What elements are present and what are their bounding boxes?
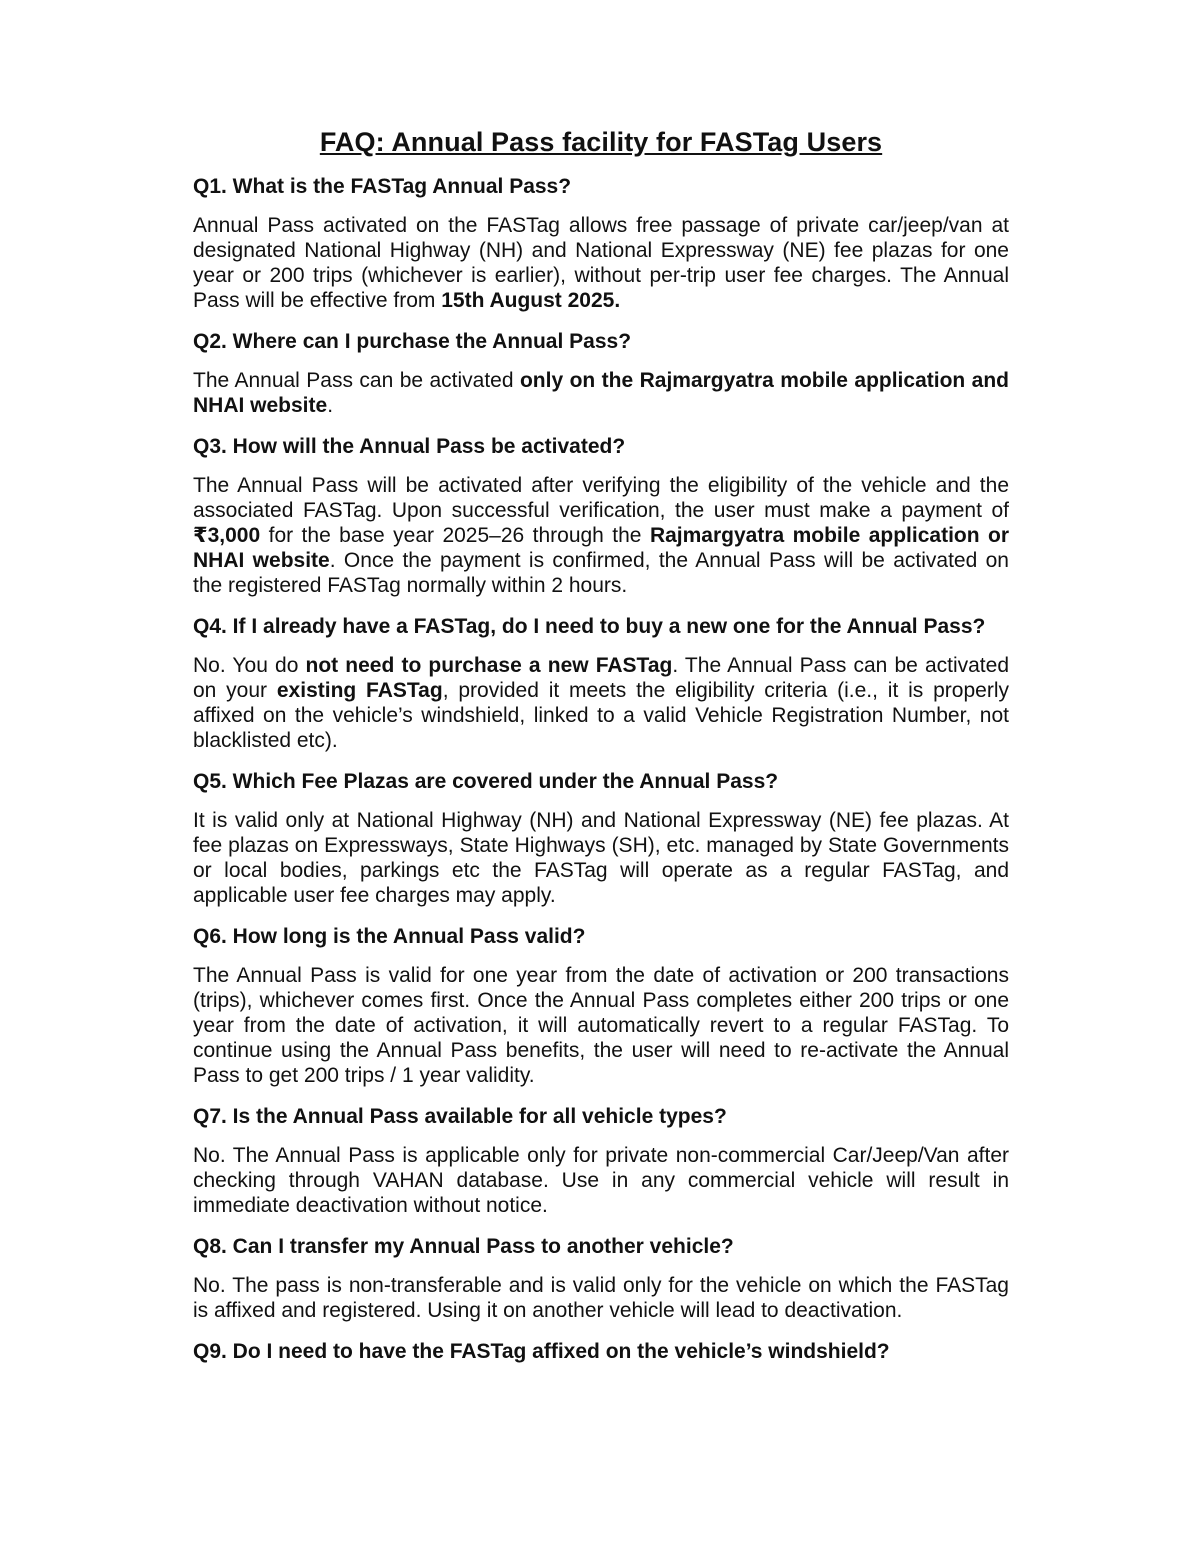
faq-answer	[193, 963, 1009, 1088]
answer-emphasis: only on the Rajmargyatra mobile application and NHAI website	[193, 369, 1009, 417]
faq-answer	[193, 808, 1009, 908]
answer-text: . The Annual Pass can be activated on your	[193, 654, 1009, 702]
answer-text: Annual Pass activated on the FASTag allows free passage of private car/jeep/van at designated National Highway (NH) and National Expressway (NE) fee plazas for one year or 200 trips (whichever is earlier), without per-trip user fee charges. The Annual Pass will be effective from	[193, 214, 1009, 312]
faq-question: Q8. Can I transfer my Annual Pass to another vehicle?	[193, 1235, 734, 1258]
answer-text: The Annual Pass will be activated after verifying the eligibility of the vehicle and the associated FASTag. Upon successful verification, the user must make a payment of	[193, 474, 1009, 522]
answer-emphasis: ₹3,000	[193, 524, 261, 547]
faq-answer	[193, 213, 1009, 313]
faq-list	[193, 174, 1009, 1364]
answer-text: No. You do	[193, 654, 306, 677]
faq-question: Q9. Do I need to have the FASTag affixed on the vehicle’s windshield?	[193, 1340, 890, 1363]
answer-text: .	[327, 394, 334, 417]
answer-text: No. The pass is non-transferable and is valid only for the vehicle on which the FASTag is affixed and registered. Using it on another vehicle will lead to deactivation.	[193, 1274, 1009, 1322]
answer-text: The Annual Pass is valid for one year from the date of activation or 200 transactions (trips), whichever comes first. Once the Annual Pass completes either 200 trips or one year from the date of activation, it will automatically revert to a regular FASTag. To continue using the Annual Pass benefits, the user will need to re-activate the Annual Pass to get 200 trips / 1 year validity.	[193, 964, 1009, 1087]
faq-question: Q6. How long is the Annual Pass valid?	[193, 925, 586, 948]
answer-text: The Annual Pass can be activated	[193, 369, 520, 392]
answer-emphasis: not need to purchase a new FASTag	[305, 654, 673, 677]
page-title: FAQ: Annual Pass facility for FASTag Users	[319, 127, 883, 157]
answer-emphasis: Rajmargyatra mobile application or NHAI website	[193, 524, 1010, 572]
answer-text: No. The Annual Pass is applicable only for private non-commercial Car/Jeep/Van after checking through VAHAN database. Use in any commercial vehicle will result in immediate deactivation without notice.	[193, 1144, 1009, 1217]
answer-emphasis: existing FASTag	[276, 679, 443, 702]
faq-content	[193, 126, 1009, 1378]
answer-text: It is valid only at National Highway (NH) and National Expressway (NE) fee plazas. At fee plazas on Expressways, State Highways (SH), etc. managed by State Governments or local bodies, parkings etc the FASTag will operate as a regular FASTag, and applicable user fee charges may apply.	[193, 809, 1009, 907]
faq-question: Q3. How will the Annual Pass be activated?	[193, 435, 626, 458]
faq-question: Q1. What is the FASTag Annual Pass?	[193, 175, 572, 198]
faq-answer	[193, 653, 1009, 753]
faq-answer	[193, 1143, 1009, 1218]
faq-answer	[193, 473, 1009, 598]
faq-question: Q2. Where can I purchase the Annual Pass?	[193, 330, 632, 353]
answer-text: , provided it meets the eligibility criteria (i.e., it is properly affixed on the vehicle’s windshield, linked to a valid Vehicle Registration Number, not blacklisted etc).	[193, 679, 1009, 752]
answer-emphasis: 15th August 2025.	[441, 289, 621, 312]
faq-question: Q5. Which Fee Plazas are covered under the Annual Pass?	[193, 770, 779, 793]
faq-question: Q4. If I already have a FASTag, do I need to buy a new one for the Annual Pass?	[193, 615, 986, 638]
answer-text: . Once the payment is confirmed, the Annual Pass will be activated on the registered FASTag normally within 2 hours.	[193, 549, 1009, 597]
faq-answer	[193, 368, 1009, 418]
answer-text: for the base year 2025–26 through the	[260, 524, 650, 547]
faq-answer	[193, 1273, 1009, 1323]
faq-question: Q7. Is the Annual Pass available for all vehicle types?	[193, 1105, 727, 1128]
